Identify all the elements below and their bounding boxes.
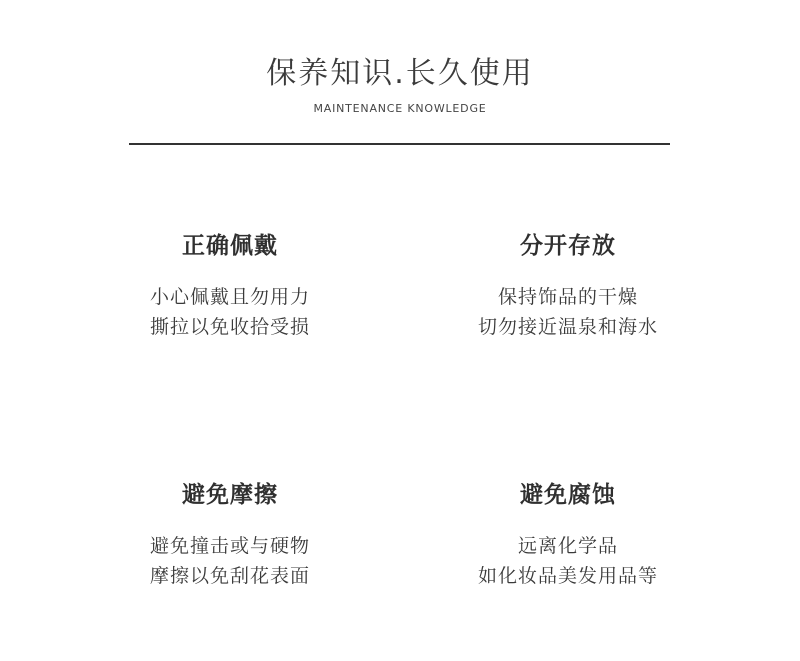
tip-line: 保持饰品的干燥: [497, 286, 638, 308]
tip-heading: 避免摩擦: [182, 482, 278, 508]
tip-card-store-separately: [428, 231, 708, 342]
tip-line: 摩擦以免刮花表面: [149, 565, 310, 587]
tip-line: 小心佩戴且勿用力: [149, 286, 310, 308]
tip-line: 远离化学品: [517, 535, 618, 557]
tip-card-avoid-friction: [90, 480, 370, 591]
tip-heading: 正确佩戴: [182, 233, 278, 259]
tip-heading: 分开存放: [520, 233, 616, 259]
tip-card-avoid-corrosion: [428, 480, 708, 591]
tip-card-wear-correctly: [90, 231, 370, 342]
tip-heading: 避免腐蚀: [520, 482, 616, 508]
header-divider: [129, 143, 670, 145]
tip-line: 撕拉以免收拾受损: [149, 316, 310, 338]
tip-line: 切勿接近温泉和海水: [477, 316, 658, 338]
page-subtitle: MAINTENANCE KNOWLEDGE: [313, 102, 487, 115]
tip-line: 如化妆品美发用品等: [477, 565, 658, 587]
tip-line: 避免撞击或与硬物: [149, 535, 310, 557]
page-title: 保养知识.长久使用: [266, 56, 534, 91]
